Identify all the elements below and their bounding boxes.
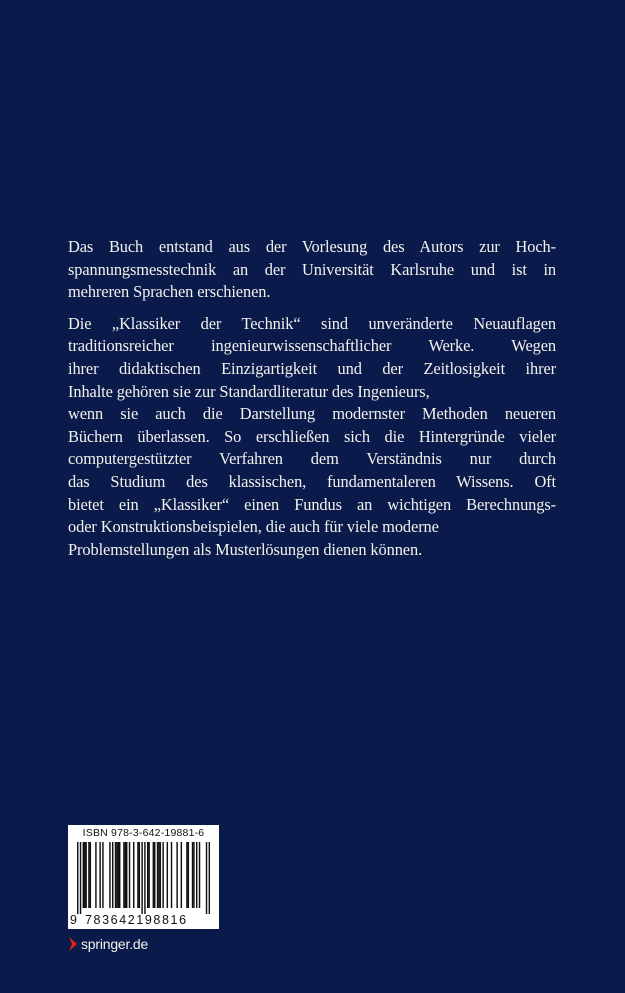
blurb-line: traditionsreicher ingenieurwissenschaftlicher Werke. Wegen <box>68 336 556 356</box>
back-cover-blurb <box>68 236 556 570</box>
barcode-bar <box>84 842 85 908</box>
barcode-bar <box>118 842 119 908</box>
publisher-link[interactable] <box>68 934 148 954</box>
barcode-bar <box>102 842 103 908</box>
blurb-line: Die „Klassiker der Technik“ sind unveränderte Neuauflagen <box>68 313 556 333</box>
blurb-paragraph-1 <box>68 236 556 304</box>
barcode-bar <box>153 842 154 908</box>
barcode-guard-bar <box>209 842 210 914</box>
blurb-line: spannungsmesstechnik an der Universität Karlsruhe und ist in <box>68 259 556 279</box>
blurb-paragraph-2 <box>68 313 556 562</box>
barcode-bar <box>148 842 149 908</box>
barcode-bar <box>85 842 86 908</box>
barcode-bar <box>139 842 140 908</box>
blurb-line: computergestützter Verfahren dem Verständnis nur durch <box>68 449 556 469</box>
barcode-bar <box>123 842 124 908</box>
chevron-right-icon <box>68 937 78 951</box>
isbn-label: ISBN 978-3-642-19881-6 <box>82 827 205 839</box>
barcode-bar <box>129 842 130 908</box>
blurb-line: mehreren Sprachen erschienen. <box>68 282 271 302</box>
barcode-bar <box>88 842 89 908</box>
barcode-bar <box>176 842 177 908</box>
barcode-guard-bar <box>144 842 145 914</box>
blurb-line: oder Konstruktionsbeispielen, die auch für viele moderne <box>68 517 439 537</box>
barcode-bar <box>160 842 161 908</box>
barcode-bar <box>193 842 194 908</box>
publisher-url[interactable]: springer.de <box>81 936 149 952</box>
blurb-line: Das Buch entstand aus der Vorlesung des Autors zur Hoch- <box>68 237 556 256</box>
barcode-bar <box>186 842 187 908</box>
barcode-guard-bar <box>77 842 78 914</box>
barcode-bar <box>95 842 96 908</box>
blurb-line: Inhalte gehören sie zur Standardliteratur des Ingenieurs, <box>68 381 430 401</box>
barcode-bar <box>109 842 110 908</box>
barcode-bar <box>99 842 100 908</box>
barcode-bar <box>192 842 193 908</box>
barcode-bar <box>115 842 116 908</box>
barcode-guard-bar <box>80 842 81 914</box>
barcode-bar <box>171 842 172 908</box>
blurb-line: bietet ein „Klassiker“ einen Fundus an wichtigen Berechnungs- <box>68 494 556 514</box>
blurb-line: das Studium des klassischen, fundamentaleren Wissens. Oft <box>68 471 556 491</box>
barcode-bars <box>77 842 210 914</box>
barcode-bar <box>188 842 189 908</box>
barcode-bar <box>181 842 182 908</box>
barcode-bar <box>125 842 126 908</box>
blurb-line: ihrer didaktischen Einzigartigkeit und der Zeitlosigkeit ihrer <box>68 358 556 378</box>
barcode-bar <box>90 842 91 908</box>
blurb-line: Problemstellungen als Musterlösungen dienen können. <box>68 539 423 559</box>
barcode-bar <box>137 842 138 908</box>
ean-digit-groups: 783642198816 <box>85 913 188 927</box>
barcode-bar <box>162 842 163 908</box>
barcode-bar <box>83 842 84 908</box>
blurb-line: Büchern überlassen. So erschließen sich die Hintergründe vieler <box>68 426 556 446</box>
barcode-guard-bar <box>141 842 142 914</box>
barcode-bar <box>158 842 159 908</box>
barcode-bar <box>199 842 200 908</box>
ean-first-digit: 9 <box>70 913 77 927</box>
barcode-bar <box>126 842 127 908</box>
blurb-line: wenn sie auch die Darstellung modernster Methoden neueren <box>68 404 556 424</box>
barcode-bar <box>112 842 113 908</box>
barcode-bar <box>116 842 117 908</box>
barcode-guard-bar <box>206 842 207 914</box>
barcode-bar <box>119 842 120 908</box>
barcode-bar <box>147 842 148 908</box>
isbn-barcode <box>68 825 219 929</box>
barcode-bar <box>154 842 155 908</box>
barcode-bar <box>133 842 134 908</box>
barcode-bar <box>196 842 197 908</box>
barcode-bar <box>157 842 158 908</box>
barcode-bar <box>167 842 168 908</box>
